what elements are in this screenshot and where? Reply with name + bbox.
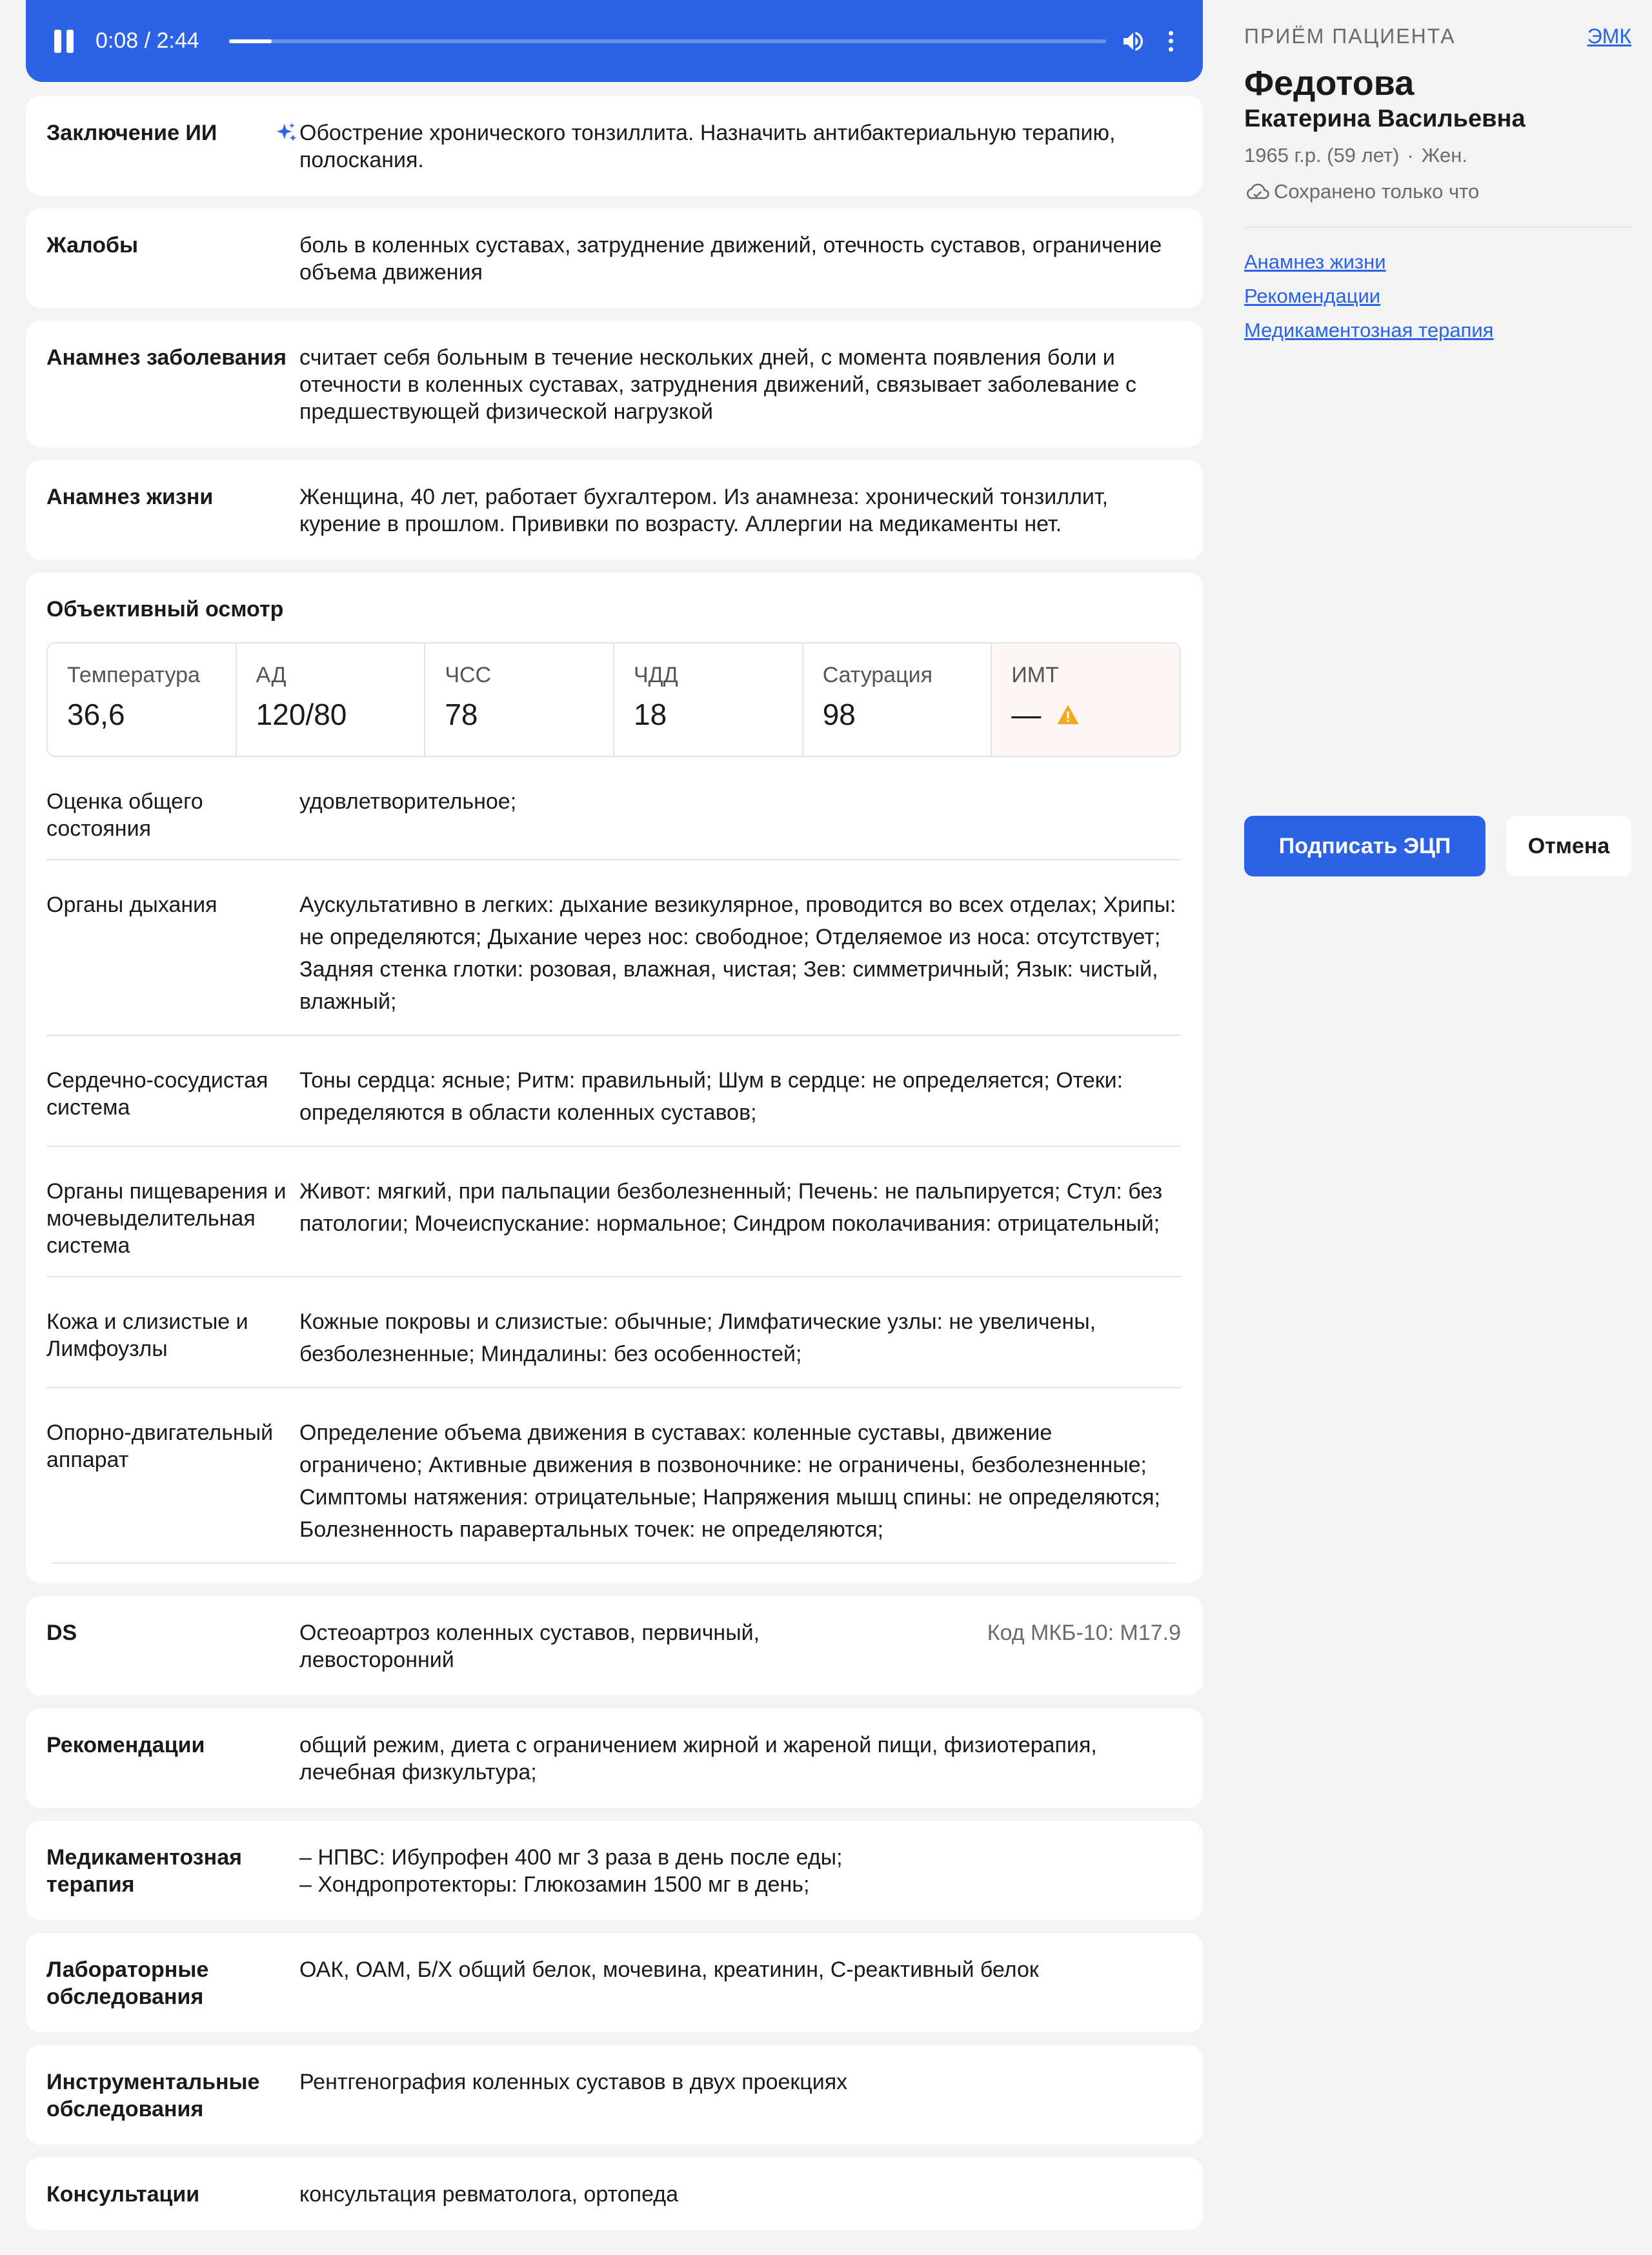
vital-label: Сатурация	[822, 663, 933, 687]
vital-value: —	[1011, 698, 1042, 731]
audio-player	[26, 0, 1203, 82]
panel-caption: ПРИЁМ ПАЦИЕНТА	[1244, 25, 1456, 48]
drug-therapy-text[interactable]	[299, 1844, 1181, 1898]
vital-value: 18	[634, 698, 667, 731]
vital-label: Температура	[67, 663, 200, 687]
lab-tests-text[interactable]: ОАК, ОАМ, Б/Х общий белок, мочевина, креатинин, С-реактивный белок	[299, 1957, 1039, 1982]
exam-row-cardio	[46, 1036, 1181, 1147]
exam-label: Сердечно-сосудистая система	[46, 1068, 268, 1120]
patient-surname: Федотова	[1244, 64, 1415, 103]
exam-row-general	[46, 757, 1181, 860]
life-history-card	[26, 460, 1203, 560]
vital-label: АД	[256, 663, 287, 687]
consultations-card	[26, 2158, 1203, 2230]
lab-tests-card	[26, 1933, 1203, 2032]
ai-conclusion-text[interactable]: Обострение хронического тонзиллита. Назначить антибактериальную терапию, полоскания.	[299, 121, 1116, 172]
drug-line: – НПВС: Ибупрофен 400 мг 3 раза в день после еды;	[299, 1845, 843, 1870]
life-history-text[interactable]: Женщина, 40 лет, работает бухгалтером. Из анамнеза: хронический тонзиллит, курение в прошлом. Прививки по возрасту. Аллергии на медикаменты нет.	[299, 485, 1109, 536]
drug-line: – Хондропротекторы: Глюкозамин 1500 мг в день;	[299, 1872, 810, 1897]
complaints-card	[26, 208, 1203, 308]
vital-value: 120/80	[256, 698, 347, 731]
vital-blood-pressure[interactable]	[237, 643, 426, 756]
ai-sparkle-icon	[274, 121, 299, 147]
disease-history-card	[26, 321, 1203, 447]
patient-side-panel	[1244, 0, 1631, 858]
more-options-icon[interactable]	[1167, 28, 1174, 54]
link-recommendations[interactable]: Рекомендации	[1244, 285, 1381, 307]
section-label: Анамнез заболевания	[46, 345, 287, 370]
exam-label: Опорно-двигательный аппарат	[46, 1421, 274, 1472]
divider	[1244, 227, 1631, 228]
exam-value[interactable]: удовлетворительное;	[299, 789, 517, 814]
protocol-column	[26, 0, 1203, 2230]
instrumental-tests-card	[26, 2045, 1203, 2145]
patient-given-names: Екатерина Васильевна	[1244, 105, 1526, 132]
exam-row-skin	[46, 1277, 1181, 1388]
warning-icon	[1056, 703, 1080, 725]
vital-label: ЧДД	[634, 663, 678, 687]
ai-conclusion-card	[26, 96, 1203, 196]
exam-label: Оценка общего состояния	[46, 789, 203, 841]
patient-sex: Жен.	[1421, 144, 1467, 167]
icd-code: Код МКБ-10: M17.9	[987, 1621, 1181, 1645]
vital-temperature[interactable]	[48, 643, 237, 756]
pause-icon[interactable]	[54, 28, 76, 54]
progress-slider[interactable]	[229, 39, 1106, 43]
vital-value: 78	[445, 698, 478, 731]
consultations-text[interactable]: консультация ревматолога, ортопеда	[299, 2182, 678, 2207]
exam-row-musculoskeletal	[46, 1388, 1181, 1562]
disease-history-text[interactable]: считает себя больным в течение нескольких дней, с момента появления боли и отечности в коленных суставах, затруднения движений, связывает заболевание с предшествующей физической нагрузкой	[299, 345, 1137, 424]
vital-bmi[interactable]	[992, 643, 1180, 756]
cancel-button[interactable]: Отмена	[1506, 816, 1631, 876]
action-buttons	[1244, 816, 1631, 876]
exam-value[interactable]: Определение объема движения в суставах: коленные суставы, движение ограничено; Активные движения в позвоночнике: не ограничены, безболезненные; Симптомы натяжения: отрицательные; Напряжения мышц спины: не определяются; Болезненность паравертальных точек: не определяются;	[299, 1421, 1160, 1542]
drug-therapy-card	[26, 1821, 1203, 1920]
vital-respiratory-rate[interactable]	[614, 643, 803, 756]
exam-label: Кожа и слизистые и Лимфоузлы	[46, 1310, 248, 1361]
exam-value[interactable]: Тоны сердца: ясные; Ритм: правильный; Шум в сердце: не определяется; Отеки: определяются в области коленных суставов;	[299, 1068, 1123, 1125]
complaints-text[interactable]: боль в коленных суставах, затруднение движений, отечность суставов, ограничение объема движения	[299, 233, 1162, 285]
diagnosis-text[interactable]: Остеоартроз коленных суставов, первичный, левосторонний	[299, 1621, 760, 1672]
save-status	[1244, 179, 1631, 205]
exam-label: Органы дыхания	[46, 893, 217, 917]
link-drug-therapy[interactable]: Медикаментозная терапия	[1244, 319, 1494, 341]
vital-label: ИМТ	[1011, 663, 1059, 687]
volume-icon[interactable]	[1120, 28, 1146, 54]
section-title: Объективный осмотр	[46, 597, 284, 622]
section-links	[1244, 245, 1631, 347]
exam-value[interactable]: Аускультативно в легких: дыхание везикулярное, проводится во всех отделах; Хрипы: не определяются; Дыхание через нос: свободное; Отделяемое из носа: отсутствует; Задняя стенка глотки: розовая, влажная, чистая; Зев: симметричный; Язык: чистый, влажный;	[299, 893, 1176, 1014]
save-status-text: Сохранено только что	[1274, 180, 1480, 203]
section-label: Инструментальные обследования	[46, 2070, 260, 2121]
vital-value: 98	[822, 698, 856, 731]
section-label: Лабораторные обследования	[46, 1957, 209, 2009]
vital-value: 36,6	[67, 698, 125, 731]
sign-button[interactable]: Подписать ЭЦП	[1244, 816, 1486, 876]
link-life-history[interactable]: Анамнез жизни	[1244, 250, 1386, 273]
exam-row-respiratory	[46, 860, 1181, 1036]
objective-exam-card	[26, 572, 1203, 1583]
exam-label: Органы пищеварения и мочевыделительная система	[46, 1179, 287, 1258]
exam-row-digestive	[46, 1147, 1181, 1277]
playback-time: 0:08 / 2:44	[96, 28, 199, 53]
diagnosis-card	[26, 1596, 1203, 1695]
emk-link[interactable]: ЭМК	[1587, 25, 1631, 48]
section-label: Анамнез жизни	[46, 485, 214, 509]
section-label: DS	[46, 1621, 77, 1645]
section-label: Медикаментозная терапия	[46, 1845, 242, 1897]
section-label: Заключение ИИ	[46, 119, 299, 174]
cloud-icon	[1244, 182, 1270, 201]
vital-label: ЧСС	[445, 663, 492, 687]
patient-demographics: 1965 г.р. (59 лет) · Жен.	[1244, 144, 1467, 167]
exam-value[interactable]: Живот: мягкий, при пальпации безболезненный; Печень: не пальпируется; Стул: без патологии; Мочеиспускание: нормальное; Синдром поколачивания: отрицательный;	[299, 1179, 1163, 1236]
patient-birth: 1965 г.р. (59 лет)	[1244, 144, 1400, 167]
instrumental-tests-text[interactable]: Рентгенография коленных суставов в двух проекциях	[299, 2070, 848, 2094]
section-label: Консультации	[46, 2182, 200, 2207]
vitals-panel	[46, 642, 1181, 757]
exam-value[interactable]: Кожные покровы и слизистые: обычные; Лимфатические узлы: не увеличены, безболезненные; Миндалины: без особенностей;	[299, 1310, 1096, 1366]
vital-heart-rate[interactable]	[425, 643, 614, 756]
section-label: Жалобы	[46, 233, 139, 258]
divider	[52, 1562, 1176, 1564]
recommendations-text[interactable]: общий режим, диета с ограничением жирной и жареной пищи, физиотерапия, лечебная физкультура;	[299, 1733, 1097, 1785]
recommendations-card	[26, 1708, 1203, 1808]
progress-fill	[229, 39, 272, 43]
section-label: Рекомендации	[46, 1733, 205, 1757]
vital-saturation[interactable]	[803, 643, 992, 756]
